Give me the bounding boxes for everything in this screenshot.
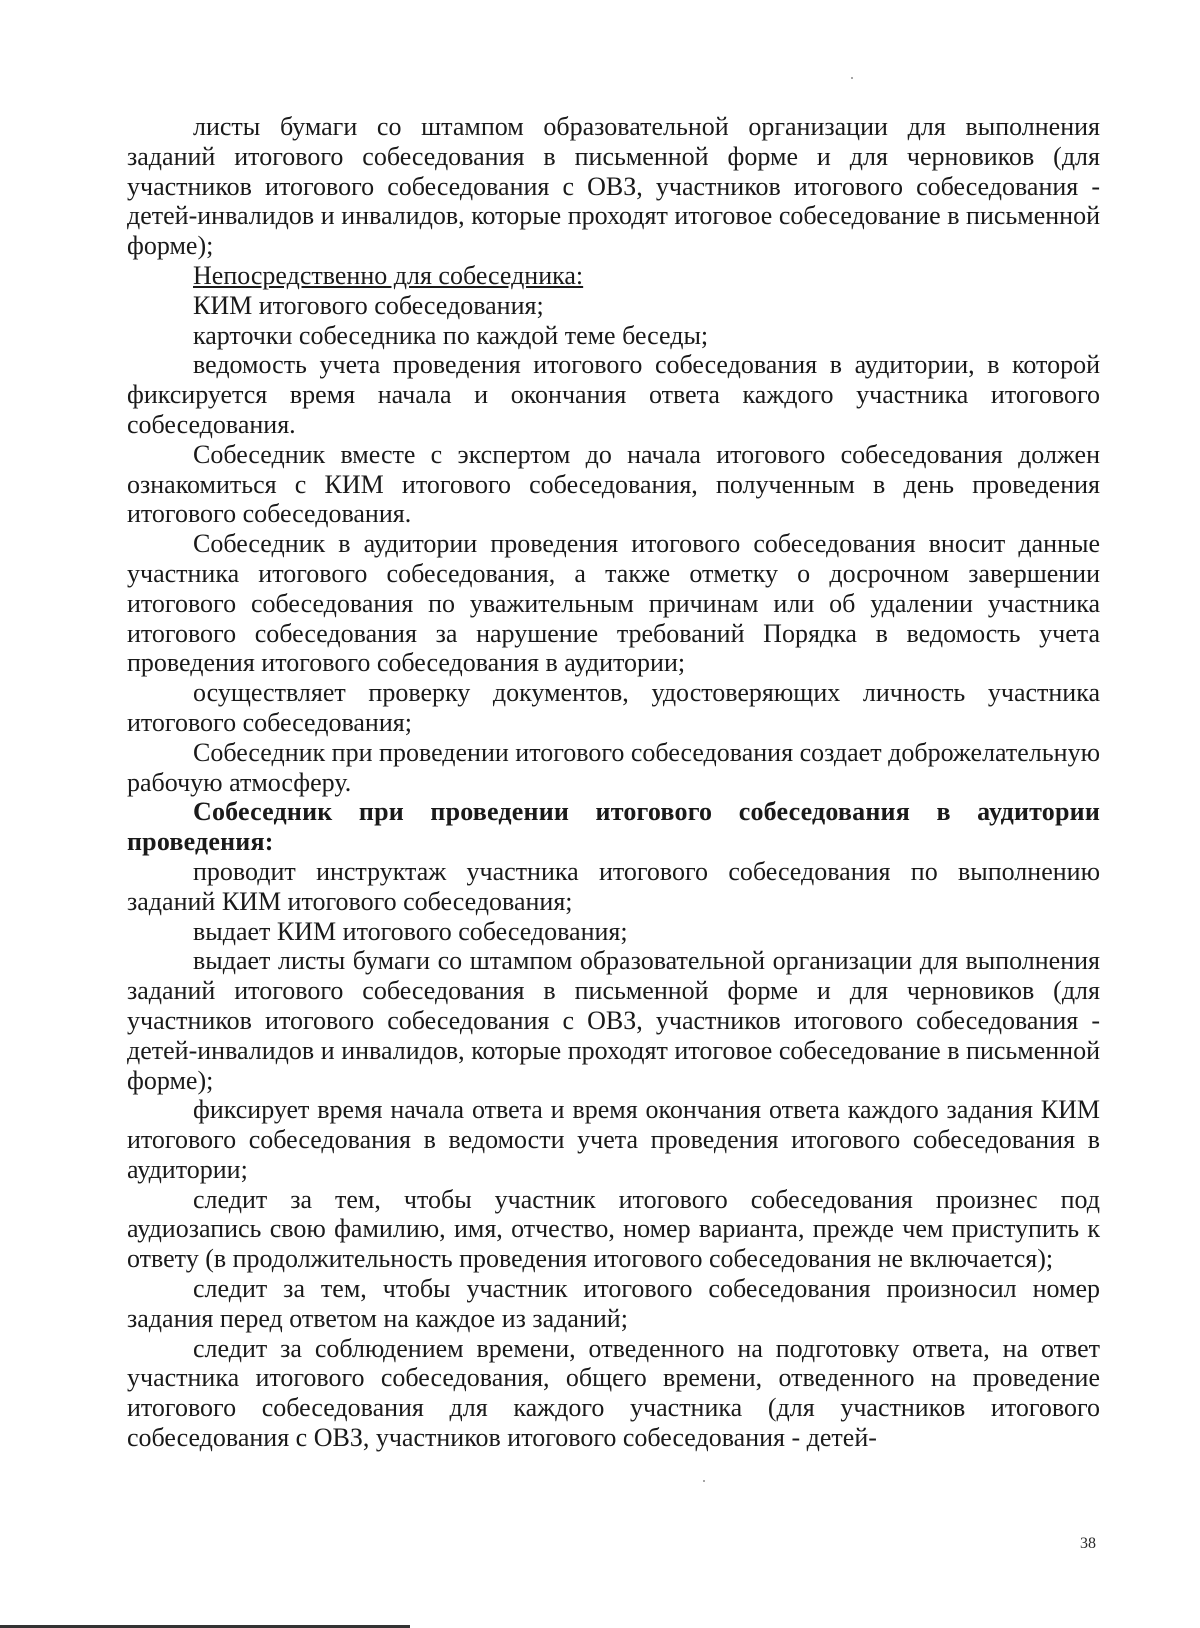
- paragraph-issues-sheets: выдает листы бумаги со штампом образовательной организации для выполнения заданий итогового собеседования в письменной форме и для черновиков (для участников итогового собеседования с ОВЗ, участников итогового собеседования - детей-инвалидов и инвалидов, которые проходят итоговое собеседование в письменной форме);: [127, 946, 1100, 1095]
- section-heading-in-room: Собеседник при проведении итогового собеседования в аудитории проведения:: [127, 797, 1100, 857]
- paragraph-cards: карточки собеседника по каждой теме беседы;: [193, 320, 709, 350]
- document-body: [127, 112, 1100, 1453]
- paragraph-atmosphere: Собеседник при проведении итогового собеседования создает доброжелательную рабочую атмосферу.: [127, 737, 1100, 797]
- paragraph-records-time: фиксирует время начала ответа и время окончания ответа каждого задания КИМ итогового собеседования в ведомости учета проведения итогового собеседования в аудитории;: [127, 1095, 1100, 1184]
- paragraph-enters-data: Собеседник в аудитории проведения итогового собеседования вносит данные участника итогового собеседования, а также отметку о досрочном завершении итогового собеседования по уважительным причинам или об удалении участника итогового собеседования за нарушение требований Порядка в ведомость учета проведения итогового собеседования в аудитории;: [127, 529, 1100, 678]
- paragraph-kim: КИМ итогового собеседования;: [193, 290, 544, 320]
- scan-speck: [851, 77, 853, 79]
- subheading-for-interlocutor: Непосредственно для собеседника:: [193, 260, 584, 290]
- scan-speck: [703, 1480, 705, 1482]
- paragraph-name-recording: следит за тем, чтобы участник итогового собеседования произнес под аудиозапись свою фамилию, имя, отчество, номер варианта, прежде чем приступить к ответу (в продолжительность проведения итогового собеседования не включается);: [127, 1184, 1100, 1274]
- paragraph-issues-kim: выдает КИМ итогового собеседования;: [193, 916, 628, 946]
- paragraph-familiarize: Собеседник вместе с экспертом до начала итогового собеседования должен ознакомиться с КИМ итогового собеседования, полученным в день проведения итогового собеседования.: [127, 439, 1100, 529]
- page-number: 38: [1080, 1535, 1096, 1552]
- paragraph-register: ведомость учета проведения итогового собеседования в аудитории, в которой фиксируется время начала и окончания ответа каждого участника итогового собеседования.: [127, 350, 1100, 439]
- paragraph-paper-sheets: листы бумаги со штампом образовательной организации для выполнения заданий итогового собеседования в письменной форме и для черновиков (для участников итогового собеседования с ОВЗ, участников итогового собеседования - детей-инвалидов и инвалидов, которые проходят итоговое собеседование в письменной форме);: [127, 112, 1100, 261]
- paragraph-time-control: следит за соблюдением времени, отведенного на подготовку ответа, на ответ участника итогового собеседования, общего времени, отведенного на проведение итогового собеседования для каждого участника (для участников итогового собеседования с ОВЗ, участников итогового собеседования - детей-: [127, 1333, 1100, 1453]
- paragraph-instruction: проводит инструктаж участника итогового собеседования по выполнению заданий КИМ итогового собеседования;: [127, 856, 1100, 916]
- paragraph-checks-documents: осуществляет проверку документов, удостоверяющих личность участника итогового собеседования;: [127, 678, 1100, 737]
- paragraph-task-number: следит за тем, чтобы участник итогового собеседования произносил номер задания перед ответом на каждое из заданий;: [127, 1274, 1100, 1333]
